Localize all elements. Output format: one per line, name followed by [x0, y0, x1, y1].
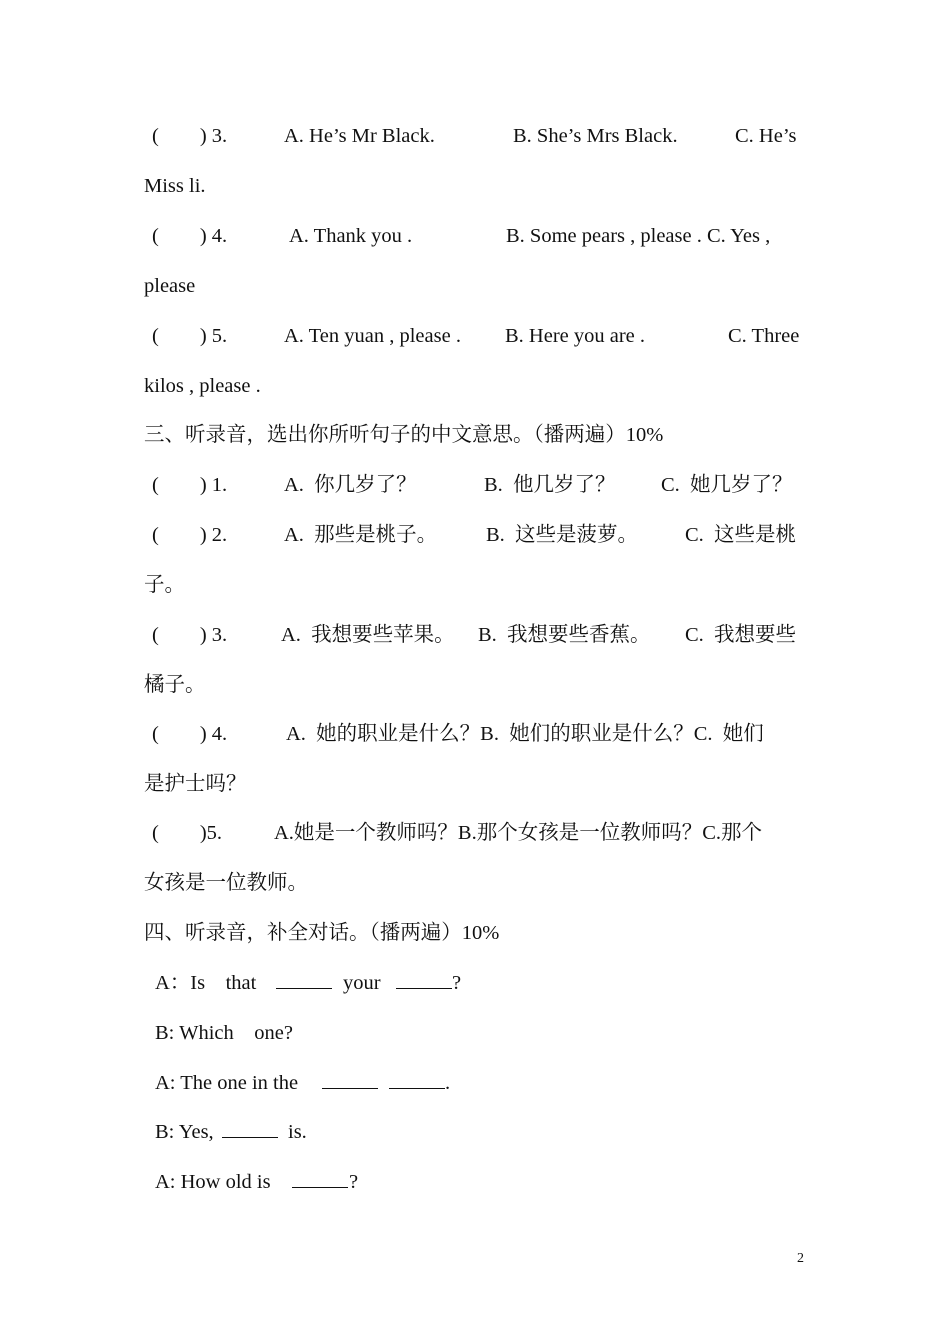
- question-3-5-wrap: [0, 868, 308, 898]
- option-c-continued: please: [144, 275, 196, 297]
- answer-bracket: ( ) 4.: [152, 723, 228, 745]
- option-b: B. She’s Mrs Black.: [513, 125, 678, 147]
- options: A.她是一个教师吗？B.那个女孩是一位教师吗？C.那个: [274, 822, 763, 844]
- question-3-3-wrap: [0, 670, 206, 700]
- option-c-continued: kilos , please .: [144, 375, 261, 397]
- dialogue-line-4: [0, 1117, 307, 1147]
- dialogue-text: .: [445, 1072, 451, 1094]
- dialogue-line-5: [0, 1167, 359, 1197]
- dialogue-text: is.: [288, 1121, 307, 1143]
- question-3-2-wrap: [0, 570, 185, 600]
- answer-bracket: ( ) 3.: [152, 125, 228, 147]
- question-3-5: [0, 818, 763, 848]
- answer-blank[interactable]: [322, 1071, 378, 1089]
- option-c-continued: Miss li.: [144, 175, 206, 197]
- option-c-continued: 是护士吗？: [144, 773, 247, 795]
- question-3-4: [0, 719, 764, 749]
- option-c: C. Three: [728, 325, 800, 347]
- dialogue-text: A: The one in the: [155, 1072, 299, 1094]
- question-3-2: [0, 520, 797, 550]
- option-c: C. 我想要些: [685, 624, 797, 646]
- question-3-3: [0, 620, 797, 650]
- option-b: B. 这些是菠萝。: [486, 524, 639, 546]
- question-2-5: [0, 321, 800, 351]
- option-a: A. 你几岁了？: [284, 474, 417, 496]
- dialogue-text: A：Is that: [155, 972, 257, 994]
- option-a: A. Thank you .: [289, 225, 413, 247]
- option-a: A. He’s Mr Black.: [284, 125, 435, 147]
- section-heading: 四、听录音，补全对话。（播两遍）10%: [144, 922, 500, 944]
- dialogue-text: ?: [452, 972, 462, 994]
- question-3-1: [0, 470, 793, 500]
- option-b: B. 他几岁了？: [484, 474, 616, 496]
- dialogue-line-3: [0, 1068, 451, 1098]
- dialogue-text: your: [343, 972, 381, 994]
- option-c: C. He’s: [735, 125, 797, 147]
- answer-bracket: ( )5.: [152, 822, 223, 844]
- answer-blank[interactable]: [222, 1120, 278, 1138]
- question-2-3: [0, 121, 797, 151]
- dialogue-text: B: Yes,: [155, 1121, 214, 1143]
- question-2-4: [0, 221, 771, 251]
- question-3-4-wrap: [0, 769, 247, 799]
- option-c: C. 这些是桃: [685, 524, 797, 546]
- question-2-4-wrap: [0, 271, 196, 301]
- options: A. 她的职业是什么？B. 她们的职业是什么？C. 她们: [286, 723, 764, 745]
- answer-bracket: ( ) 1.: [152, 474, 228, 496]
- answer-bracket: ( ) 3.: [152, 624, 228, 646]
- dialogue-text: B: Which one?: [155, 1022, 293, 1044]
- answer-blank[interactable]: [389, 1071, 445, 1089]
- answer-blank[interactable]: [292, 1170, 348, 1188]
- answer-bracket: ( ) 2.: [152, 524, 228, 546]
- answer-blank[interactable]: [276, 971, 332, 989]
- answer-bracket: ( ) 5.: [152, 325, 228, 347]
- question-2-3-wrap: [0, 171, 206, 201]
- option-c-continued: 橘子。: [144, 674, 206, 696]
- page-number: 2: [797, 1251, 804, 1266]
- option-c: C. 她几岁了？: [661, 474, 793, 496]
- dialogue-line-1: [0, 968, 462, 998]
- section-4-heading: [0, 918, 500, 948]
- option-b: B. Some pears , please . C. Yes ,: [506, 225, 771, 247]
- option-b: B. 我想要些香蕉。: [478, 624, 651, 646]
- dialogue-text: A: How old is: [155, 1171, 271, 1193]
- dialogue-text: ?: [349, 1171, 359, 1193]
- option-b: B. Here you are .: [505, 325, 646, 347]
- option-a: A. 我想要些苹果。: [281, 624, 455, 646]
- option-c-continued: 子。: [144, 574, 185, 596]
- section-3-heading: [0, 420, 664, 450]
- option-a: A. Ten yuan , please .: [284, 325, 461, 347]
- answer-bracket: ( ) 4.: [152, 225, 228, 247]
- option-c-continued: 女孩是一位教师。: [144, 872, 308, 894]
- option-a: A. 那些是桃子。: [284, 524, 438, 546]
- answer-blank[interactable]: [396, 971, 452, 989]
- question-2-5-wrap: [0, 371, 261, 401]
- dialogue-line-2: [0, 1018, 293, 1048]
- section-heading: 三、听录音，选出你所听句子的中文意思。（播两遍）10%: [144, 424, 664, 446]
